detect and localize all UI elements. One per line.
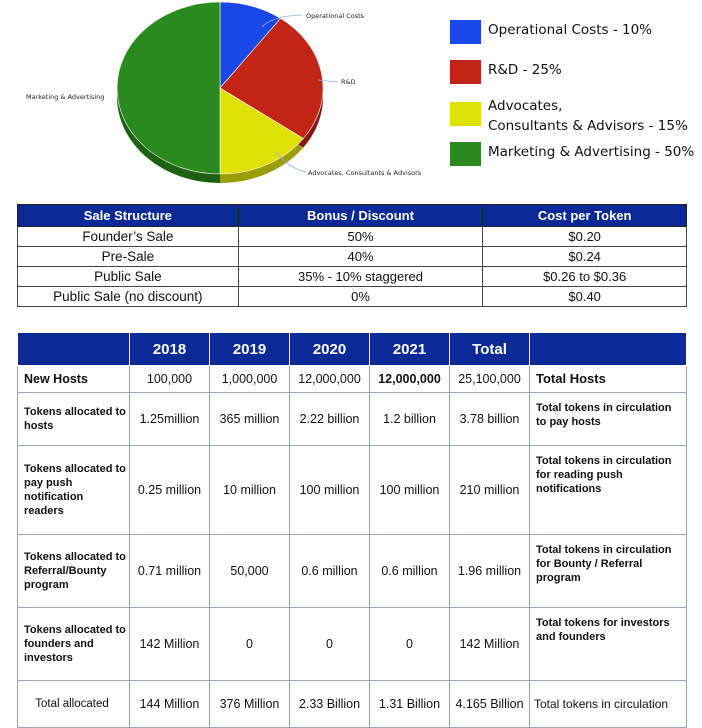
- sale-row: [18, 267, 687, 287]
- row-label: New Hosts: [18, 366, 130, 393]
- cell-2019: 10 million: [210, 446, 290, 535]
- row-description: Total tokens in circulation to pay hosts: [530, 393, 687, 446]
- legend-label-operational-costs: Operational Costs - 10%: [488, 22, 653, 38]
- sale-cell-bonus: 40%: [238, 247, 483, 267]
- token-header-2018: 2018: [130, 333, 210, 366]
- sale-row: [18, 227, 687, 247]
- token-row-total: [18, 681, 687, 728]
- legend-item-marketing: [450, 142, 694, 166]
- row-description: Total Hosts: [530, 366, 687, 393]
- token-table-header-row: [18, 333, 687, 366]
- sale-cell-structure: Pre-Sale: [18, 247, 239, 267]
- sale-cell-structure: Public Sale: [18, 267, 239, 287]
- sale-table-header-row: [18, 205, 687, 227]
- row-label: Tokens allocated to founders and investors: [18, 608, 130, 681]
- token-header-2019: 2019: [210, 333, 290, 366]
- legend-label-advocates: Advocates, Consultants & Advisors - 15%: [488, 98, 688, 134]
- cell-total: 210 million: [450, 446, 530, 535]
- token-header-blank: [18, 333, 130, 366]
- token-row-new-hosts: [18, 366, 687, 393]
- row-description: Total tokens in circulation for Bounty / Referral program: [530, 535, 687, 608]
- token-header-total: Total: [450, 333, 530, 366]
- cell-2020: 2.22 billion: [290, 393, 370, 446]
- slice-label-rnd: R&D: [341, 78, 356, 86]
- legend-swatch-advocates: [450, 102, 481, 126]
- cell-2018: 0.25 million: [130, 446, 210, 535]
- row-label: Tokens allocated to pay push notification readers: [18, 446, 130, 535]
- legend-swatch-operational-costs: [450, 20, 481, 44]
- cell-2021: 1.31 Billion: [370, 681, 450, 728]
- sale-cell-bonus: 35% - 10% staggered: [238, 267, 483, 287]
- sale-row: [18, 247, 687, 267]
- sale-cell-bonus: 0%: [238, 287, 483, 307]
- pie-slice-marketing: [117, 2, 220, 174]
- slice-label-marketing: Marketing & Advertising: [26, 93, 105, 101]
- sale-header-cost: Cost per Token: [483, 205, 687, 227]
- cell-2021: 12,000,000: [370, 366, 450, 393]
- cell-total: 1.96 million: [450, 535, 530, 608]
- sale-cell-cost: $0.40: [483, 287, 687, 307]
- row-label: Total allocated: [18, 681, 130, 728]
- legend-item-advocates: [450, 96, 688, 136]
- budget-pie-chart: [0, 0, 440, 190]
- cell-2019: 0: [210, 608, 290, 681]
- legend-label-marketing: Marketing & Advertising - 50%: [488, 144, 695, 160]
- cell-2020: 0.6 million: [290, 535, 370, 608]
- cell-2020: 12,000,000: [290, 366, 370, 393]
- sale-cell-cost: $0.26 to $0.36: [483, 267, 687, 287]
- sale-header-bonus: Bonus / Discount: [238, 205, 483, 227]
- legend-label-rnd: R&D - 25%: [488, 62, 562, 78]
- cell-2020: 100 million: [290, 446, 370, 535]
- legend-item-operational-costs: [450, 20, 652, 44]
- sale-cell-structure: Founder’s Sale: [18, 227, 239, 247]
- cell-2019: 365 million: [210, 393, 290, 446]
- cell-2021: 1.2 billion: [370, 393, 450, 446]
- sale-cell-cost: $0.24: [483, 247, 687, 267]
- cell-2019: 1,000,000: [210, 366, 290, 393]
- sale-row: [18, 287, 687, 307]
- token-row-founders: [18, 608, 687, 681]
- row-description: Total tokens in circulation for reading push notifications: [530, 446, 687, 535]
- row-label: Tokens allocated to hosts: [18, 393, 130, 446]
- slice-label-advocates: Advocates, Consultants & Advisors: [308, 169, 422, 177]
- token-allocation-table: [17, 332, 687, 728]
- cell-2020: 0: [290, 608, 370, 681]
- legend-swatch-rnd: [450, 60, 481, 84]
- legend-item-rnd: [450, 60, 562, 84]
- token-row-hosts: [18, 393, 687, 446]
- cell-2018: 100,000: [130, 366, 210, 393]
- cell-total: 3.78 billion: [450, 393, 530, 446]
- cell-2021: 0: [370, 608, 450, 681]
- cell-2020: 2.33 Billion: [290, 681, 370, 728]
- cell-2018: 1.25million: [130, 393, 210, 446]
- sale-cell-structure: Public Sale (no discount): [18, 287, 239, 307]
- cell-2019: 50,000: [210, 535, 290, 608]
- cell-2019: 376 Million: [210, 681, 290, 728]
- row-description: Total tokens in circulation: [530, 681, 687, 728]
- sale-cell-cost: $0.20: [483, 227, 687, 247]
- token-row-push-readers: [18, 446, 687, 535]
- cell-total: 142 Million: [450, 608, 530, 681]
- token-header-2021: 2021: [370, 333, 450, 366]
- slice-label-operational-costs: Operational Costs: [306, 12, 365, 20]
- token-row-referral: [18, 535, 687, 608]
- legend-swatch-marketing: [450, 142, 481, 166]
- row-description: Total tokens for investors and founders: [530, 608, 687, 681]
- row-label: Tokens allocated to Referral/Bounty program: [18, 535, 130, 608]
- token-header-desc: [530, 333, 687, 366]
- cell-2021: 0.6 million: [370, 535, 450, 608]
- cell-2018: 0.71 million: [130, 535, 210, 608]
- sale-cell-bonus: 50%: [238, 227, 483, 247]
- cell-total: 25,100,000: [450, 366, 530, 393]
- sale-structure-table: [17, 204, 687, 307]
- sale-header-structure: Sale Structure: [18, 205, 239, 227]
- cell-total: 4.165 Billion: [450, 681, 530, 728]
- pie-slices: [117, 2, 323, 174]
- cell-2018: 142 Million: [130, 608, 210, 681]
- token-header-2020: 2020: [290, 333, 370, 366]
- cell-2021: 100 million: [370, 446, 450, 535]
- cell-2018: 144 Million: [130, 681, 210, 728]
